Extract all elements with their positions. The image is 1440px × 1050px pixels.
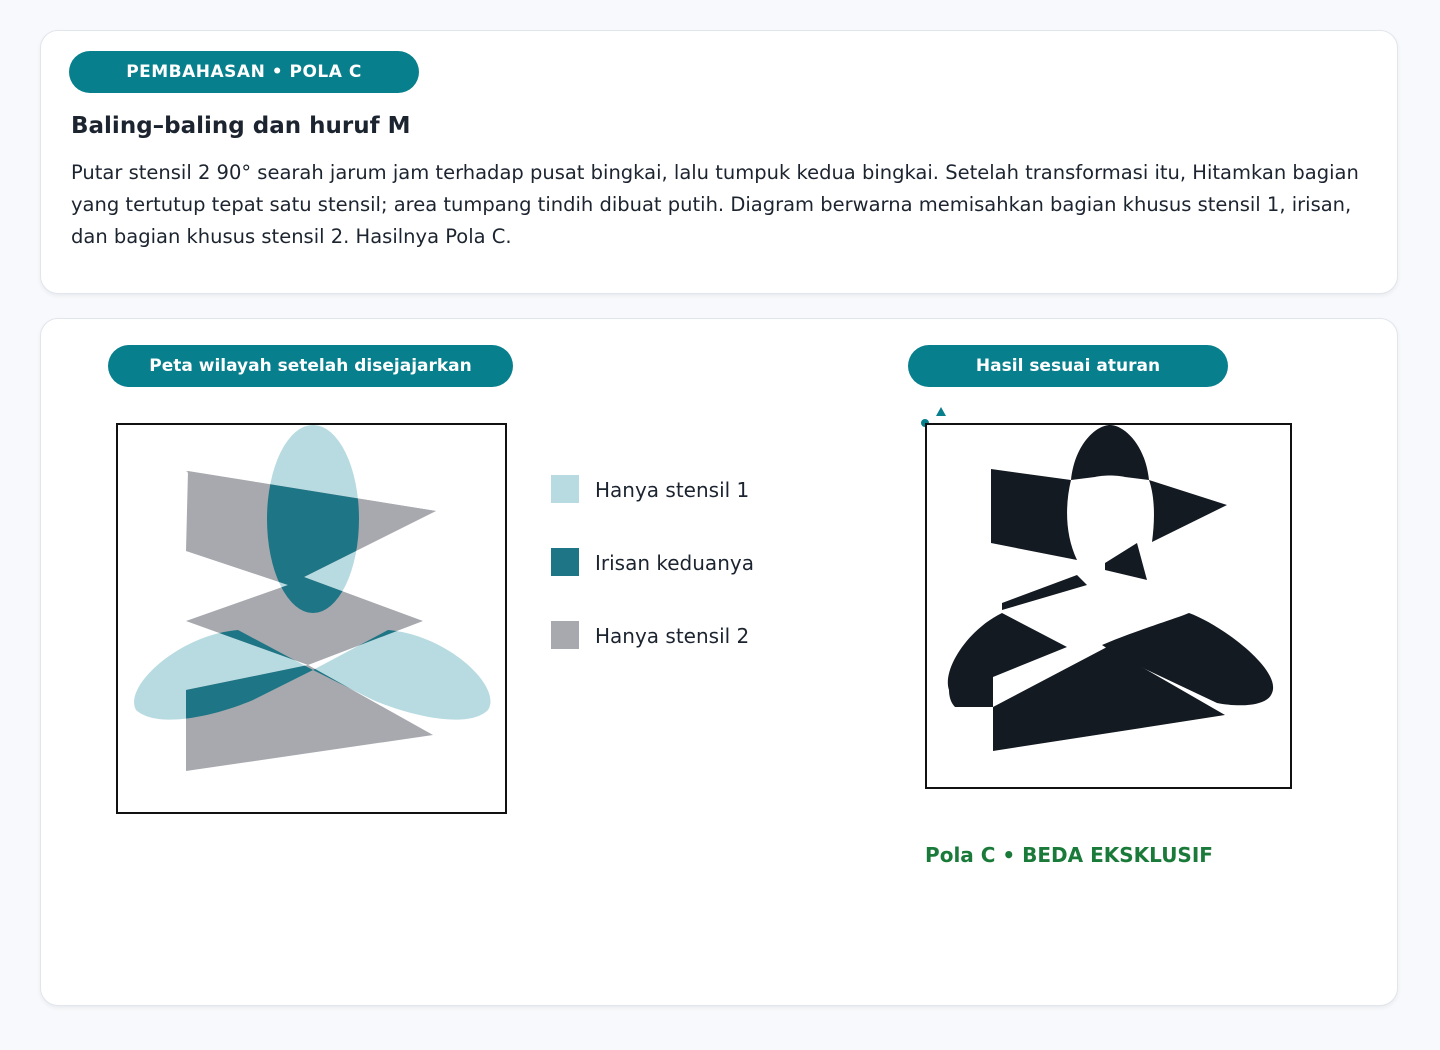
legend-label: Hanya stensil 1 <box>595 478 750 502</box>
result-pattern <box>927 425 1292 789</box>
result-label: Pola C • BEDA EKSKLUSIF <box>925 843 1213 867</box>
explanation-card <box>40 30 1398 294</box>
result-heading: Hasil sesuai aturan <box>908 345 1228 387</box>
legend-swatch <box>551 548 579 576</box>
page-title: Baling–baling dan huruf M <box>71 113 411 139</box>
result-frame <box>925 423 1292 789</box>
result-shape <box>948 425 1273 751</box>
section-badge: PEMBAHASAN • POLA C <box>69 51 419 93</box>
orientation-triangle-icon <box>936 407 946 416</box>
legend-swatch <box>551 475 579 503</box>
legend-swatch <box>551 621 579 649</box>
legend-label: Hanya stensil 2 <box>595 624 750 648</box>
region-map-heading: Peta wilayah setelah disejajarkan <box>108 345 513 387</box>
explanation-text: Putar stensil 2 90° searah jarum jam terhadap pusat bingkai, lalu tumpuk kedua bingkai. Setelah transformasi itu, Hitamkan bagian yang tertutup tepat satu stensil; area tumpang tindih dibuat putih. Diagram berwarna memisahkan bagian khusus stensil 1, irisan, dan bagian khusus stensil 2. Hasilnya Pola C. <box>71 161 1359 248</box>
diagram-card <box>40 318 1398 1006</box>
legend-label: Irisan keduanya <box>595 551 754 575</box>
region-map-frame <box>116 423 507 814</box>
region-map-diagram <box>118 425 507 814</box>
